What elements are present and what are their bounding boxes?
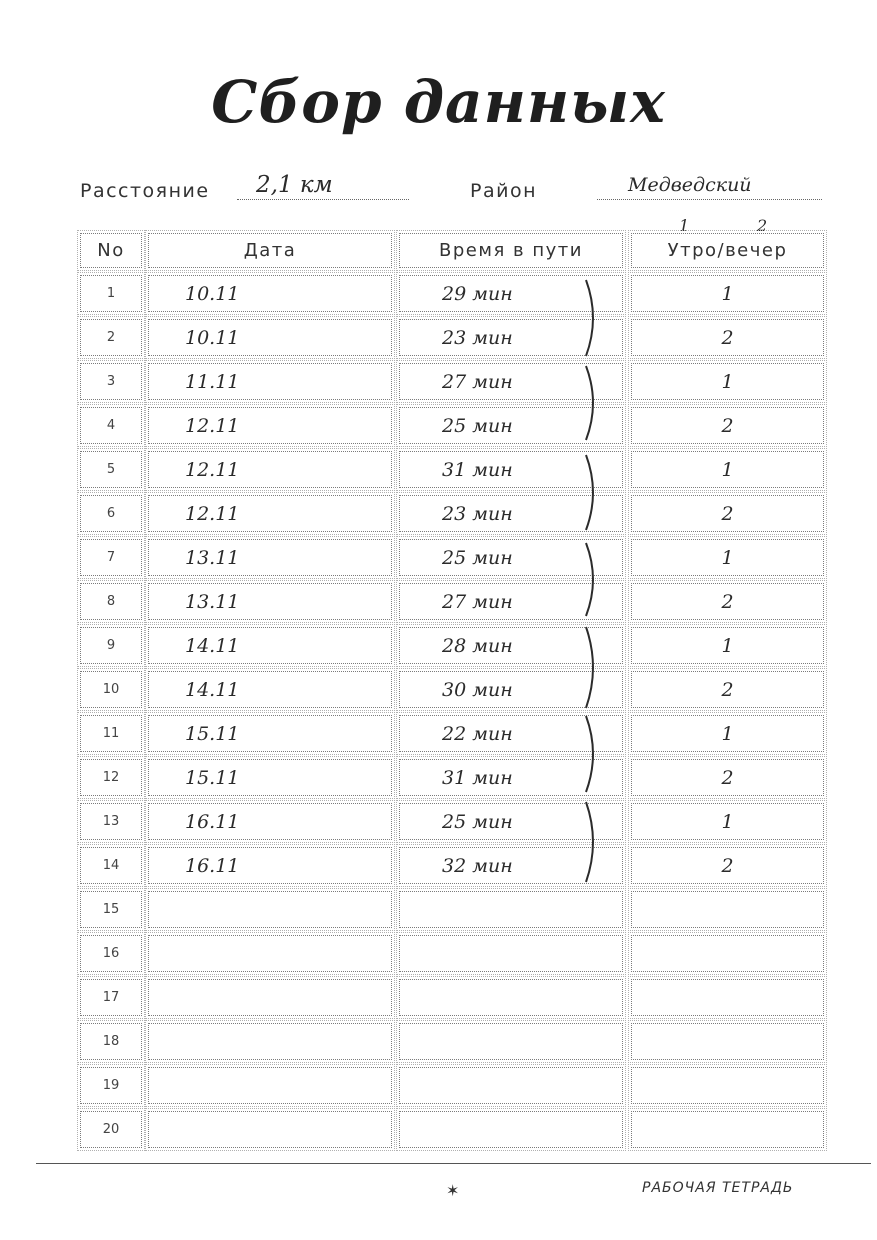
- row-number: 4: [80, 407, 142, 444]
- travel-time-cell: 29 мин: [399, 275, 623, 312]
- date-cell: 14.11: [148, 627, 392, 664]
- period-cell: [631, 1111, 824, 1148]
- annotation-two: 2: [757, 216, 768, 235]
- date-cell: [148, 1023, 392, 1060]
- row-number: 19: [80, 1067, 142, 1104]
- travel-time-cell: 25 мин: [399, 803, 623, 840]
- date-cell: 13.11: [148, 539, 392, 576]
- date-cell: 16.11: [148, 803, 392, 840]
- row-number: 10: [80, 671, 142, 708]
- date-cell: 10.11: [148, 319, 392, 356]
- date-cell: 13.11: [148, 583, 392, 620]
- period-cell: 2: [631, 495, 824, 532]
- period-cell: 1: [631, 803, 824, 840]
- travel-time-cell: 28 мин: [399, 627, 623, 664]
- footer-divider: [36, 1163, 871, 1164]
- table-header-cell: Утро/вечер: [631, 233, 824, 268]
- row-number: 7: [80, 539, 142, 576]
- period-cell: [631, 1023, 824, 1060]
- row-number: 8: [80, 583, 142, 620]
- travel-time-cell: 23 мин: [399, 495, 623, 532]
- date-cell: [148, 891, 392, 928]
- row-number: 9: [80, 627, 142, 664]
- row-number: 14: [80, 847, 142, 884]
- date-cell: 15.11: [148, 759, 392, 796]
- workbook-label: РАБОЧАЯ ТЕТРАДЬ: [642, 1180, 794, 1196]
- period-cell: 2: [631, 759, 824, 796]
- travel-time-cell: 25 мин: [399, 539, 623, 576]
- row-number: 15: [80, 891, 142, 928]
- period-cell: 2: [631, 583, 824, 620]
- period-cell: 2: [631, 671, 824, 708]
- table-header-cell: No: [80, 233, 142, 268]
- row-number: 12: [80, 759, 142, 796]
- date-cell: 15.11: [148, 715, 392, 752]
- distance-label: Расстояние: [80, 180, 210, 202]
- travel-time-cell: 27 мин: [399, 583, 623, 620]
- period-cell: 1: [631, 539, 824, 576]
- period-cell: 1: [631, 715, 824, 752]
- annotation-one: 1: [679, 216, 690, 235]
- date-cell: 11.11: [148, 363, 392, 400]
- period-cell: 1: [631, 275, 824, 312]
- period-cell: 1: [631, 627, 824, 664]
- row-number: 11: [80, 715, 142, 752]
- travel-time-cell: 23 мин: [399, 319, 623, 356]
- travel-time-cell: 32 мин: [399, 847, 623, 884]
- period-cell: [631, 1067, 824, 1104]
- date-cell: 12.11: [148, 451, 392, 488]
- travel-time-cell: 25 мин: [399, 407, 623, 444]
- row-number: 3: [80, 363, 142, 400]
- travel-time-cell: 31 мин: [399, 759, 623, 796]
- period-cell: [631, 935, 824, 972]
- period-cell: 1: [631, 451, 824, 488]
- row-number: 1: [80, 275, 142, 312]
- page-title: Сбор данных: [211, 68, 666, 136]
- travel-time-cell: 27 мин: [399, 363, 623, 400]
- period-cell: 2: [631, 847, 824, 884]
- period-cell: 1: [631, 363, 824, 400]
- travel-time-cell: [399, 979, 623, 1016]
- row-number: 5: [80, 451, 142, 488]
- distance-value: 2,1 км: [256, 172, 333, 198]
- travel-time-cell: 30 мин: [399, 671, 623, 708]
- date-cell: 14.11: [148, 671, 392, 708]
- travel-time-cell: 22 мин: [399, 715, 623, 752]
- distance-line: [237, 199, 409, 200]
- period-cell: [631, 891, 824, 928]
- travel-time-cell: [399, 935, 623, 972]
- district-value: Медведский: [628, 174, 752, 196]
- row-number: 2: [80, 319, 142, 356]
- district-label: Район: [470, 180, 537, 202]
- date-cell: 12.11: [148, 495, 392, 532]
- travel-time-cell: [399, 891, 623, 928]
- table-header-cell: Время в пути: [399, 233, 623, 268]
- district-line: [597, 199, 822, 200]
- travel-time-cell: [399, 1023, 623, 1060]
- row-number: 13: [80, 803, 142, 840]
- period-cell: [631, 979, 824, 1016]
- row-number: 18: [80, 1023, 142, 1060]
- date-cell: [148, 935, 392, 972]
- travel-time-cell: [399, 1067, 623, 1104]
- row-number: 20: [80, 1111, 142, 1148]
- row-number: 17: [80, 979, 142, 1016]
- row-number: 6: [80, 495, 142, 532]
- travel-time-cell: 31 мин: [399, 451, 623, 488]
- star-icon: ✶: [446, 1181, 460, 1200]
- travel-time-cell: [399, 1111, 623, 1148]
- period-cell: 2: [631, 407, 824, 444]
- date-cell: [148, 979, 392, 1016]
- row-number: 16: [80, 935, 142, 972]
- period-cell: 2: [631, 319, 824, 356]
- date-cell: [148, 1111, 392, 1148]
- date-cell: 16.11: [148, 847, 392, 884]
- date-cell: [148, 1067, 392, 1104]
- date-cell: 12.11: [148, 407, 392, 444]
- date-cell: 10.11: [148, 275, 392, 312]
- table-header-cell: Дата: [148, 233, 392, 268]
